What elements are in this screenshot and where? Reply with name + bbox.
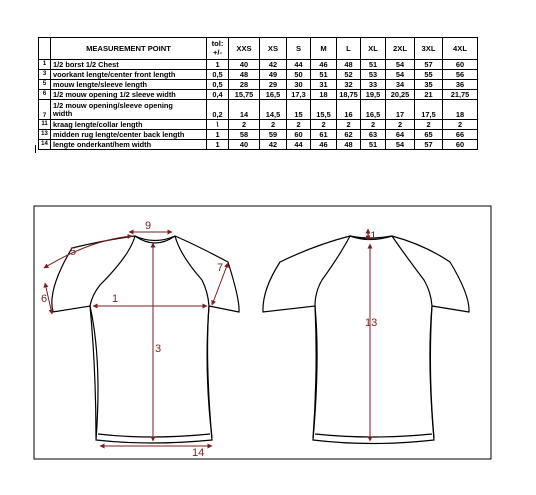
header-size-xl: XL [361, 38, 386, 60]
value-cell: 2 [287, 120, 311, 130]
value-cell: 54 [386, 60, 415, 70]
value-cell: 57 [415, 60, 443, 70]
value-cell: 14,5 [260, 100, 287, 120]
header-tol-label: tol: [211, 39, 224, 49]
tolerance-cell: 0,2 [207, 100, 229, 120]
row-number: 11 [39, 120, 51, 130]
measurement-name-line1: 1/2 mouw opening/sleeve opening [53, 100, 173, 110]
header-size-xxs: XXS [229, 38, 260, 60]
tolerance-cell: 0,5 [207, 80, 229, 90]
value-cell: 16,5 [260, 90, 287, 100]
value-cell: 2 [229, 120, 260, 130]
header-size-xs: XS [260, 38, 287, 60]
front-raglan-seam-right [175, 236, 209, 306]
value-cell: 59 [260, 130, 287, 140]
value-cell: 49 [260, 70, 287, 80]
value-cell: 66 [443, 130, 478, 140]
label-3: 3 [155, 343, 162, 355]
value-cell: 62 [337, 130, 361, 140]
back-labels [365, 230, 377, 329]
label-6: 6 [41, 293, 48, 305]
value-cell: 48 [229, 70, 260, 80]
value-cell: 15,75 [229, 90, 260, 100]
measurement-name: voorkant lengte/center front length [51, 70, 207, 80]
tolerance-cell: 0,5 [207, 70, 229, 80]
value-cell: 2 [337, 120, 361, 130]
value-cell: 17,5 [415, 100, 443, 120]
row-number: 1 [39, 60, 51, 70]
label-5: 5 [70, 246, 77, 258]
value-cell: 35 [415, 80, 443, 90]
value-cell: 16 [337, 100, 361, 120]
value-cell: 60 [443, 60, 478, 70]
value-cell: 51 [361, 60, 386, 70]
value-cell: 40 [229, 60, 260, 70]
value-cell: 20,25 [386, 90, 415, 100]
value-cell: 55 [415, 70, 443, 80]
value-cell: 15 [287, 100, 311, 120]
value-cell: 21 [415, 90, 443, 100]
row-number: 14 [39, 140, 51, 150]
value-cell: 57 [415, 140, 443, 150]
value-cell: 2 [260, 120, 287, 130]
back-side-panel-right [430, 306, 434, 438]
label-13: 13 [365, 317, 378, 329]
value-cell: 40 [229, 140, 260, 150]
front-neckline [135, 236, 175, 243]
value-cell: 50 [287, 70, 311, 80]
measurement-name: midden rug lengte/center back length [51, 130, 207, 140]
value-cell: 30 [287, 80, 311, 90]
measurement-name: mouw lengte/sleeve length [51, 80, 207, 90]
value-cell: 46 [311, 140, 337, 150]
value-cell: 60 [443, 140, 478, 150]
value-cell: 54 [386, 140, 415, 150]
measurement-name: kraag lengte/collar length [51, 120, 207, 130]
value-cell: 51 [361, 140, 386, 150]
tolerance-cell: 1 [207, 130, 229, 140]
diagram-frame [34, 206, 491, 459]
value-cell: 18 [311, 90, 337, 100]
row-number: 5 [39, 80, 51, 90]
header-size-2xl: 2XL [386, 38, 415, 60]
front-labels [41, 220, 223, 459]
label-11: 11 [365, 230, 377, 242]
row-number: 13 [39, 130, 51, 140]
header-size-l: L [337, 38, 361, 60]
front-measurements [44, 232, 228, 446]
value-cell: 2 [386, 120, 415, 130]
value-cell: 32 [337, 80, 361, 90]
tolerance-cell: \ [207, 120, 229, 130]
header-tol-sign: +/- [212, 47, 223, 57]
label-1: 1 [112, 293, 119, 305]
label-7: 7 [217, 262, 224, 274]
front-body-outline [52, 236, 239, 443]
value-cell: 42 [260, 60, 287, 70]
back-measurements [368, 229, 370, 441]
front-hem-stitch [98, 434, 210, 437]
value-cell: 21,75 [443, 90, 478, 100]
value-cell: 63 [361, 130, 386, 140]
value-cell: 46 [311, 60, 337, 70]
value-cell: 51 [311, 70, 337, 80]
value-cell: 2 [361, 120, 386, 130]
header-size-4xl: 4XL [443, 38, 478, 60]
header-size-3xl: 3XL [415, 38, 443, 60]
value-cell: 17 [386, 100, 415, 120]
value-cell: 44 [287, 60, 311, 70]
front-tshirt [52, 236, 239, 443]
value-cell: 14 [229, 100, 260, 120]
value-cell: 31 [311, 80, 337, 90]
value-cell: 16,5 [361, 100, 386, 120]
value-cell: 36 [443, 80, 478, 90]
value-cell: 48 [337, 140, 361, 150]
value-cell: 29 [260, 80, 287, 90]
tolerance-cell: 1 [207, 60, 229, 70]
back-hem-stitch [315, 434, 432, 437]
label-14: 14 [192, 447, 205, 459]
value-cell: 53 [361, 70, 386, 80]
front-side-panel-left [90, 306, 96, 438]
row-number: 3 [39, 70, 51, 80]
value-cell: 2 [443, 120, 478, 130]
measurement-name: lengte onderkant/hem width [51, 140, 207, 150]
value-cell: 15,5 [311, 100, 337, 120]
value-cell: 19,5 [361, 90, 386, 100]
value-cell: 64 [386, 130, 415, 140]
measurement-name-line2: width [53, 108, 73, 118]
tolerance-cell: 0,4 [207, 90, 229, 100]
value-cell: 65 [415, 130, 443, 140]
value-cell: 28 [229, 80, 260, 90]
back-raglan-seam-left [315, 236, 350, 306]
value-cell: 34 [386, 80, 415, 90]
back-body-outline [263, 236, 469, 444]
front-side-panel-right [207, 306, 212, 438]
header-measurement-point: MEASUREMENT POINT [51, 38, 207, 60]
row-number: 6 [39, 90, 51, 100]
value-cell: 18 [443, 100, 478, 120]
value-cell: 61 [311, 130, 337, 140]
value-cell: 44 [287, 140, 311, 150]
tolerance-cell: 1 [207, 140, 229, 150]
measurement-name: 1/2 mouw opening 1/2 sleeve width [51, 90, 207, 100]
measurement-name: 1/2 borst 1/2 Chest [51, 60, 207, 70]
back-raglan-seam-right [392, 236, 432, 306]
header-size-s: S [287, 38, 311, 60]
value-cell: 17,3 [287, 90, 311, 100]
row-number: 7 [39, 100, 51, 120]
value-cell: 58 [229, 130, 260, 140]
value-cell: 2 [311, 120, 337, 130]
back-tshirt [263, 236, 469, 444]
value-cell: 48 [337, 60, 361, 70]
value-cell: 52 [337, 70, 361, 80]
value-cell: 54 [386, 70, 415, 80]
value-cell: 2 [415, 120, 443, 130]
value-cell: 56 [443, 70, 478, 80]
value-cell: 60 [287, 130, 311, 140]
header-size-m: M [311, 38, 337, 60]
back-side-panel-left [313, 306, 316, 438]
measure-line-5 [44, 236, 132, 268]
value-cell: 33 [361, 80, 386, 90]
value-cell: 42 [260, 140, 287, 150]
label-9: 9 [145, 220, 152, 232]
value-cell: 18,75 [337, 90, 361, 100]
